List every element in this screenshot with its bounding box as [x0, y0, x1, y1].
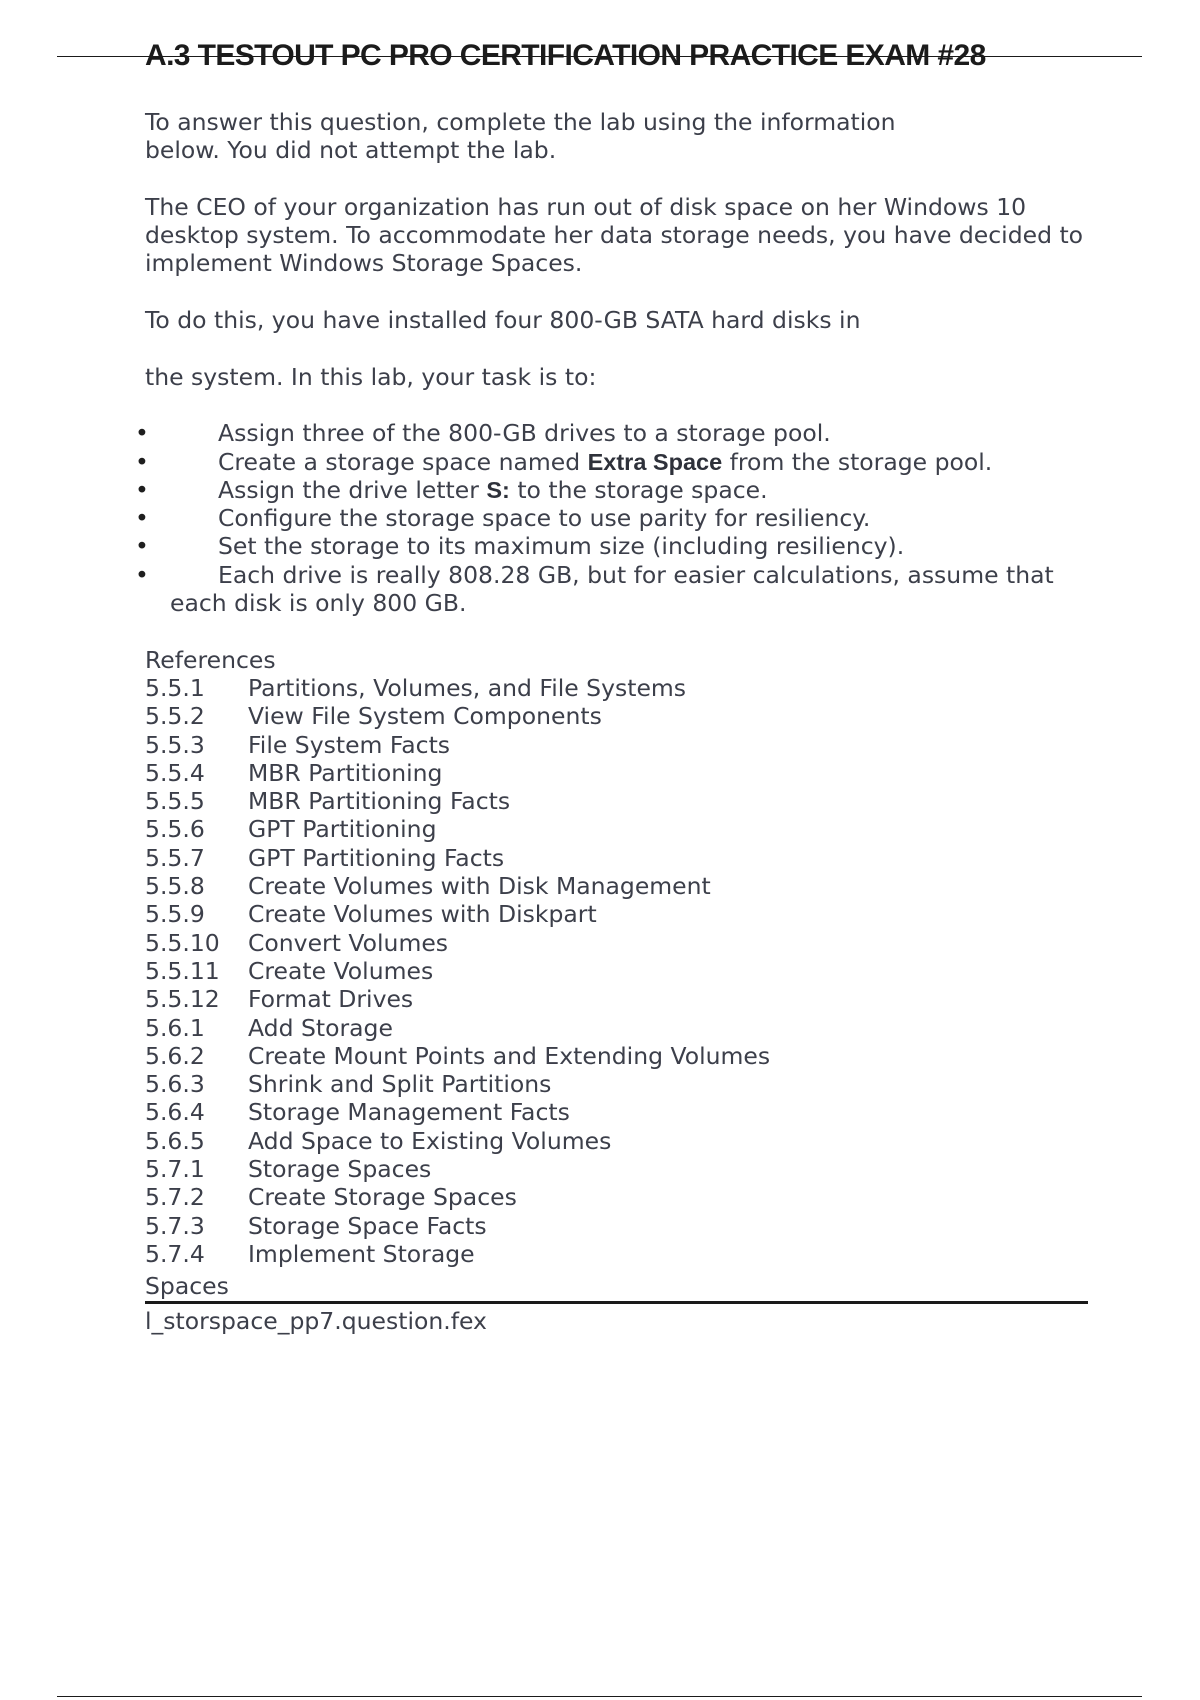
- reference-title: Shrink and Split Partitions: [248, 1070, 552, 1099]
- reference-number: 5.5.11: [145, 956, 220, 985]
- reference-title: Create Storage Spaces: [248, 1183, 517, 1212]
- reference-item: [145, 929, 1095, 957]
- bullet-icon: •: [135, 532, 149, 561]
- bullet-icon: •: [135, 419, 149, 448]
- task-item: [135, 532, 1095, 561]
- bullet-icon: •: [135, 475, 149, 504]
- task-text: Create a storage space named: [218, 447, 588, 476]
- reference-item: [145, 759, 1095, 787]
- task-text: from the storage pool.: [722, 447, 993, 476]
- intro-line-2: below. You did not attempt the lab.: [145, 136, 557, 165]
- reference-title: Create Mount Points and Extending Volumes: [248, 1041, 771, 1070]
- bullet-icon: •: [135, 560, 149, 589]
- task-text: Assign the drive letter: [218, 475, 487, 504]
- reference-number: 5.5.12: [145, 985, 220, 1014]
- reference-item: [145, 1042, 1095, 1070]
- task-text: Configure the storage space to use parity for resiliency.: [218, 504, 871, 533]
- reference-item: [145, 1183, 1095, 1211]
- reference-title: Add Space to Existing Volumes: [248, 1126, 612, 1155]
- task-list: [135, 419, 1095, 618]
- reference-number: 5.7.1: [145, 1154, 205, 1183]
- reference-item: [145, 985, 1095, 1013]
- reference-item: [145, 702, 1095, 730]
- reference-number: 5.5.3: [145, 730, 205, 759]
- task-item: [135, 447, 1095, 476]
- drive-letter: S:: [486, 476, 510, 503]
- reference-number: 5.5.6: [145, 815, 205, 844]
- reference-item: [145, 1070, 1095, 1098]
- reference-item: [145, 815, 1095, 843]
- scenario-paragraph: The CEO of your organization has run out of disk space on her Windows 10 desktop system. To accommodate her data storage needs, you have decided to implement Windows Storage Spaces.: [145, 192, 1084, 278]
- task-item: [135, 475, 1095, 504]
- reference-number: 5.5.10: [145, 928, 220, 957]
- question-filename: l_storspace_pp7.question.fex: [145, 1307, 487, 1336]
- references-list: [145, 674, 1095, 1268]
- reference-title: MBR Partitioning Facts: [248, 787, 511, 816]
- reference-title: Implement Storage: [248, 1239, 475, 1268]
- reference-title: Partitions, Volumes, and File Systems: [248, 673, 687, 702]
- task-item: [135, 504, 1095, 533]
- reference-item: [145, 731, 1095, 759]
- reference-number: 5.5.4: [145, 758, 205, 787]
- reference-number: 5.6.5: [145, 1126, 205, 1155]
- reference-number: 5.5.9: [145, 900, 205, 929]
- reference-item: [145, 1240, 1095, 1268]
- reference-title: GPT Partitioning: [248, 815, 437, 844]
- reference-item: [145, 1098, 1095, 1126]
- reference-title: Create Volumes with Disk Management: [248, 872, 711, 901]
- references-tail: Spaces: [145, 1272, 1088, 1304]
- intro-paragraph: [145, 108, 1095, 165]
- reference-number: 5.7.3: [145, 1211, 205, 1240]
- bullet-icon: •: [135, 447, 149, 476]
- reference-number: 5.6.1: [145, 1013, 205, 1042]
- reference-title: Storage Space Facts: [248, 1211, 487, 1240]
- reference-item: [145, 900, 1095, 928]
- reference-title: Convert Volumes: [248, 928, 449, 957]
- reference-item: [145, 872, 1095, 900]
- document-title: A.3 TESTOUT PC PRO CERTIFICATION PRACTICE EXAM #28: [145, 39, 986, 72]
- reference-number: 5.5.5: [145, 787, 205, 816]
- bullet-icon: •: [135, 504, 149, 533]
- reference-number: 5.6.4: [145, 1098, 205, 1127]
- reference-title: Storage Spaces: [248, 1154, 432, 1183]
- setup-line-2: the system. In this lab, your task is to:: [145, 362, 597, 391]
- reference-title: Format Drives: [248, 985, 414, 1014]
- reference-number: 5.5.8: [145, 872, 205, 901]
- reference-number: 5.5.2: [145, 702, 205, 731]
- reference-item: [145, 1014, 1095, 1042]
- task-text: Set the storage to its maximum size (including resiliency).: [218, 532, 905, 561]
- reference-title: File System Facts: [248, 730, 451, 759]
- reference-item: [145, 674, 1095, 702]
- reference-number: 5.7.4: [145, 1239, 205, 1268]
- task-text: Each drive is really 808.28 GB, but for easier calculations, assume that: [218, 560, 1054, 589]
- reference-item: [145, 957, 1095, 985]
- references-heading: References: [145, 645, 276, 674]
- reference-number: 5.6.3: [145, 1070, 205, 1099]
- reference-number: 5.5.7: [145, 843, 205, 872]
- reference-title: MBR Partitioning: [248, 758, 443, 787]
- reference-number: 5.6.2: [145, 1041, 205, 1070]
- reference-item: [145, 1127, 1095, 1155]
- reference-title: Create Volumes with Diskpart: [248, 900, 597, 929]
- reference-title: View File System Components: [248, 702, 602, 731]
- reference-title: GPT Partitioning Facts: [248, 843, 505, 872]
- reference-number: 5.5.1: [145, 673, 205, 702]
- reference-item: [145, 787, 1095, 815]
- task-text-continued: each disk is only 800 GB.: [170, 589, 467, 618]
- task-item: [135, 419, 1095, 448]
- storage-space-name: Extra Space: [587, 448, 723, 475]
- reference-item: [145, 844, 1095, 872]
- task-item: [135, 560, 1095, 618]
- reference-item: [145, 1212, 1095, 1240]
- reference-item: [145, 1155, 1095, 1183]
- footer-rule: [57, 1696, 1142, 1697]
- setup-line-1: To do this, you have installed four 800-GB SATA hard disks in: [145, 306, 861, 335]
- reference-number: 5.7.2: [145, 1183, 205, 1212]
- reference-title: Storage Management Facts: [248, 1098, 570, 1127]
- reference-title: Add Storage: [248, 1013, 393, 1042]
- intro-line-1: To answer this question, complete the lab using the information: [145, 108, 896, 136]
- task-text: to the storage space.: [509, 475, 768, 504]
- reference-title: Create Volumes: [248, 956, 434, 985]
- task-text: Assign three of the 800-GB drives to a storage pool.: [218, 419, 831, 448]
- question-body: [135, 108, 1095, 1336]
